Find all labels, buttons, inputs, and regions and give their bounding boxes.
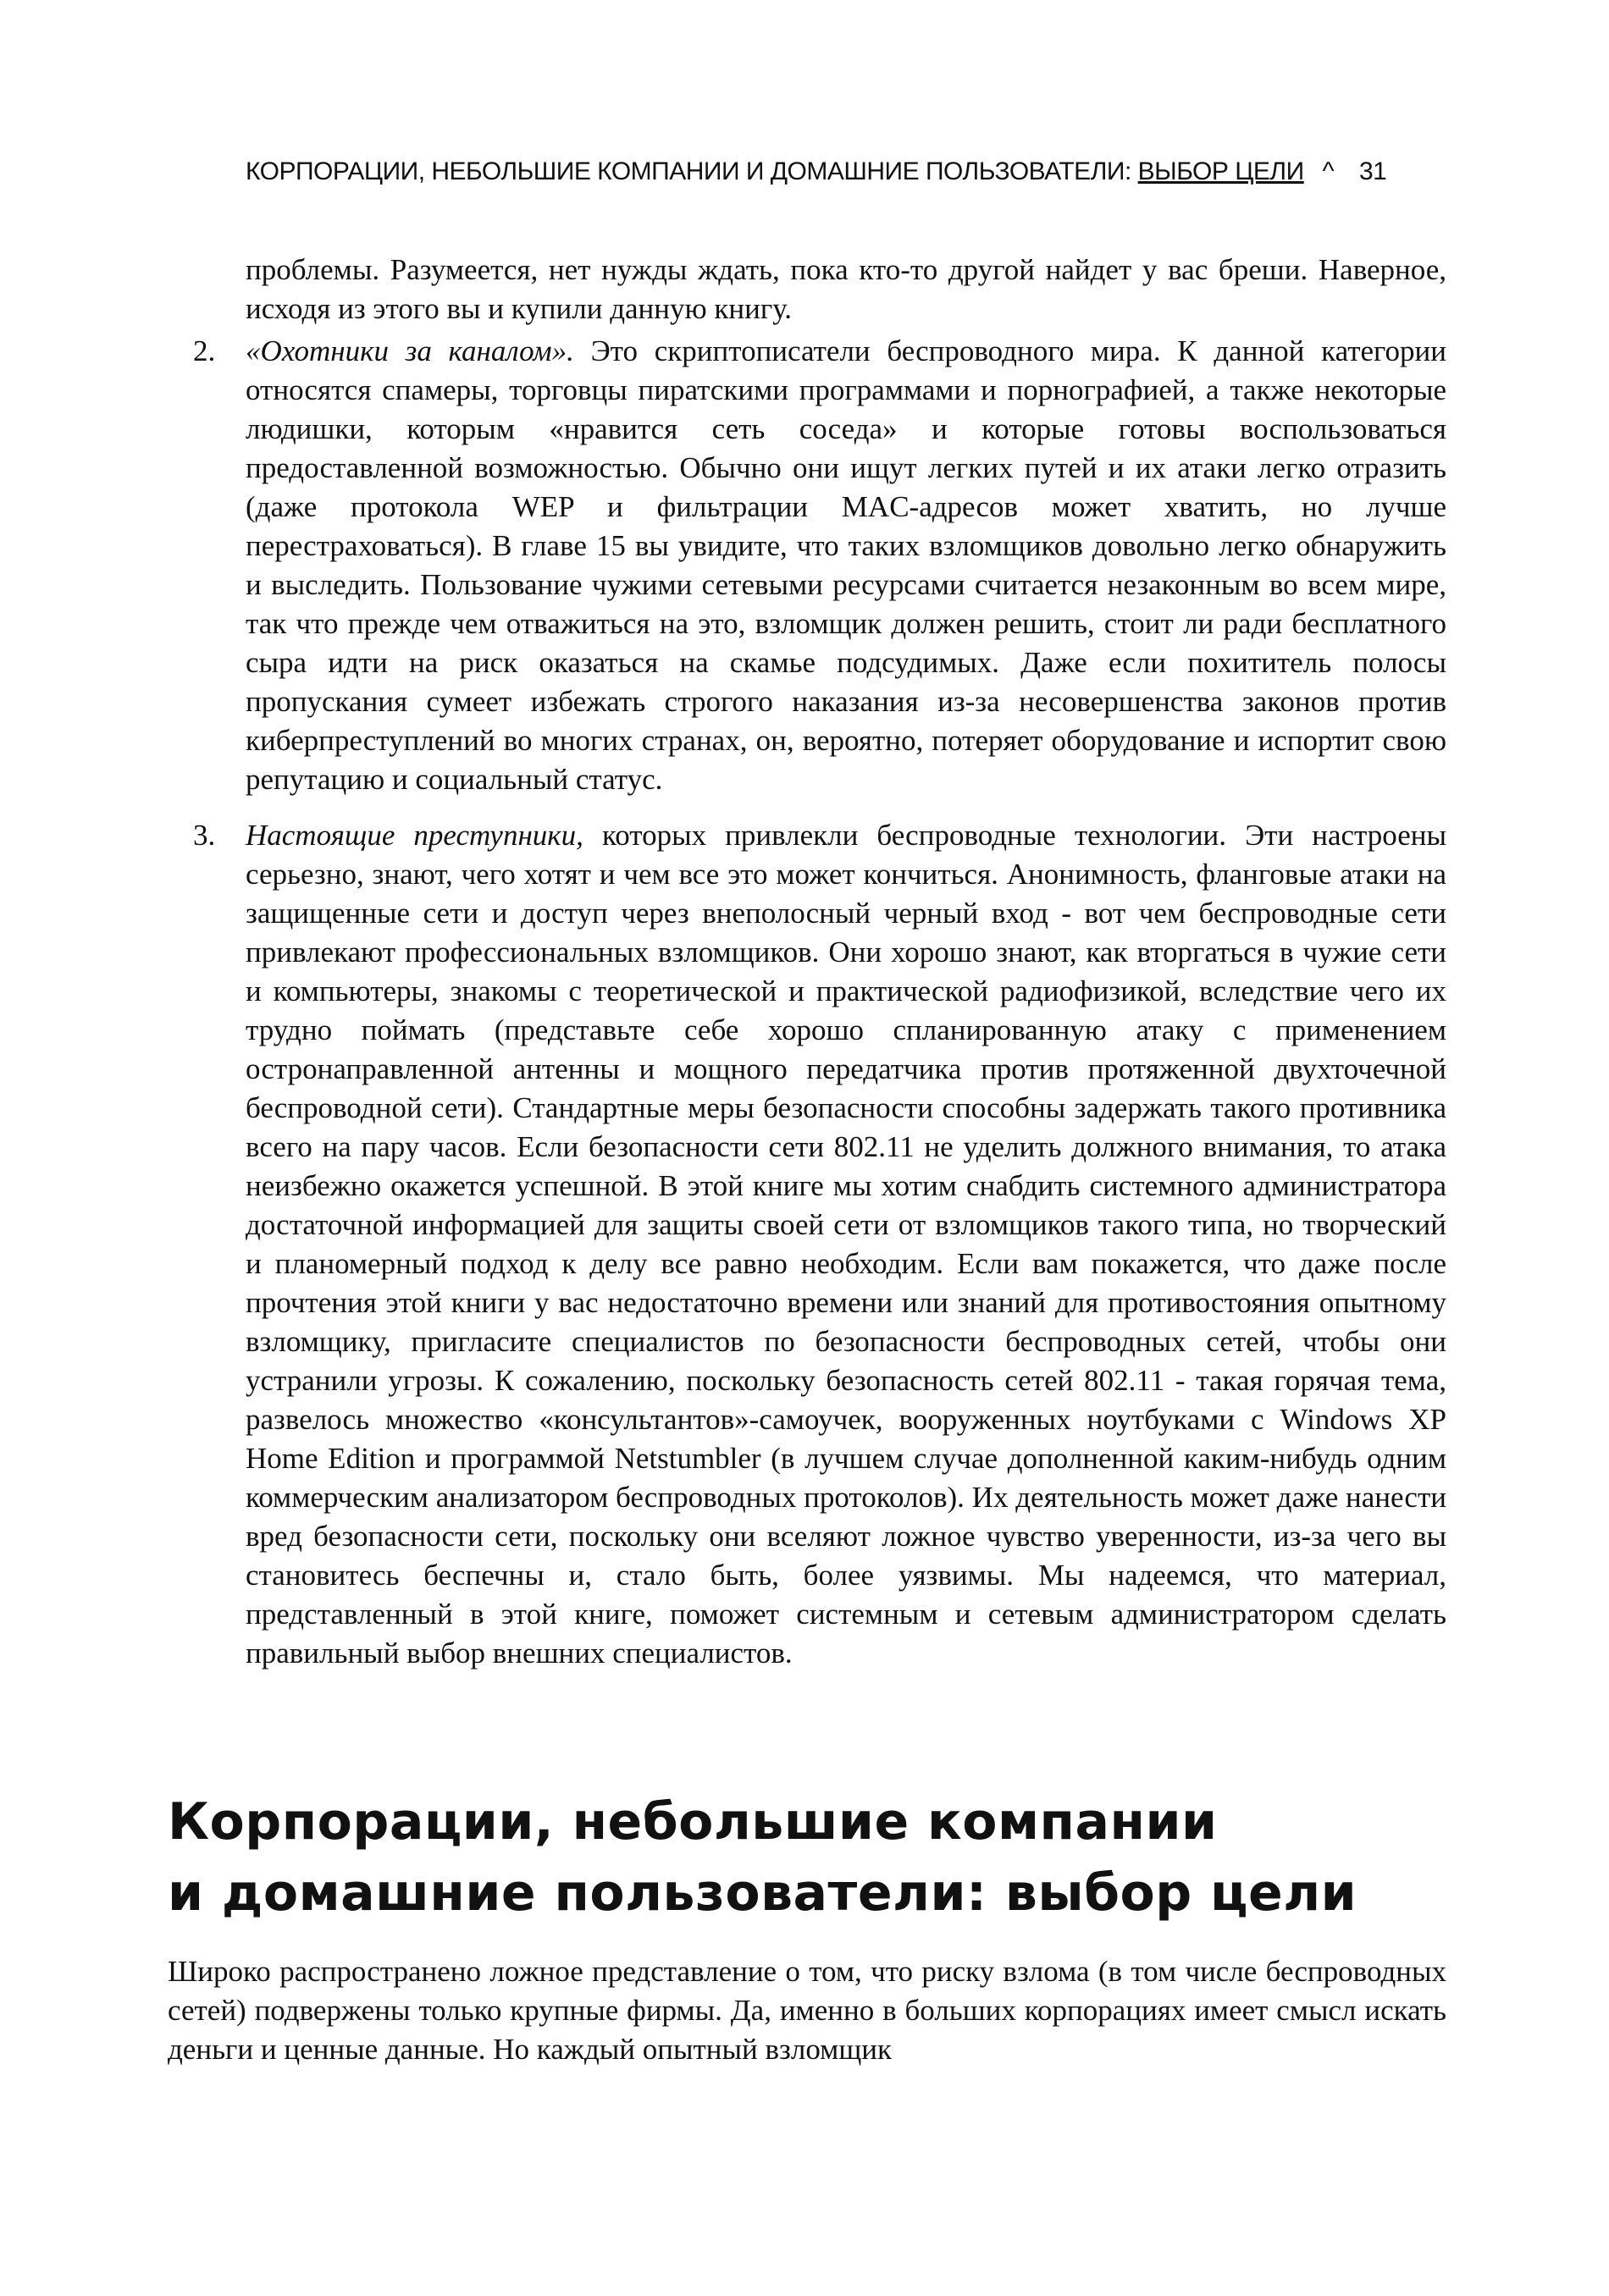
list-item-lead: «Охотники за каналом». — [246, 334, 574, 367]
header-title-underlined: ВЫБОР ЦЕЛИ — [1137, 157, 1304, 185]
header-mark: ^ — [1322, 157, 1335, 185]
list-item-text — [246, 816, 1446, 1673]
continued-paragraph: проблемы. Разумеется, нет нужды ждать, пока кто-то другой найдет у вас бреши. Наверное, исходя из этого вы и купили данную книгу. — [246, 253, 1446, 325]
list-item-body: Это скриптописатели беспроводного мира. К данной категории относятся спамеры, торговцы пиратскими программами и порнографией, а также некоторые людишки, которым «нравится сеть соседа» и которые готовы воспользоваться предоставленной возможностью. Обычно они ищут легких путей и их атаки легко отразить (даже протокола WEP и фильтрации MAC-адресов может хватить, но лучше перестраховаться). В главе 15 вы увидите, что таких взломщиков довольно легко обнаружить и выследить. Пользование чужими сетевыми ресурсами считается незаконным во всем мире, так что прежде чем отважиться на это, взломщик должен решить, стоит ли ради бесплатного сыра идти на риск оказаться на скамье подсудимых. Даже если похититель полосы пропускания сумеет избежать строгого наказания из-за несовершенства законов против киберпреступлений во многих странах, он, вероятно, потеряет оборудование и испортит свою репутацию и социальный статус. — [246, 334, 1446, 796]
section-heading — [168, 1786, 1455, 1929]
running-header — [246, 157, 1448, 186]
section-heading-line-1: Корпорации, небольшие компании — [168, 1792, 1218, 1852]
header-title: КОРПОРАЦИИ, НЕБОЛЬШИЕ КОМПАНИИ И ДОМАШНИЕ ПОЛЬЗОВАТЕЛИ: — [246, 157, 1138, 185]
section-heading-line-2: и домашние пользователи: выбор цели — [168, 1863, 1357, 1923]
list-item-body: которых привлекли беспроводные технологии. Эти настроены серьезно, знают, чего хотят и чем все это может кончиться. Анонимность, фланговые атаки на защищенные сети и доступ через внеполосный черный вход - вот чем беспроводные сети привлекают профессиональных взломщиков. Они хорошо знают, как вторгаться в чужие сети и компьютеры, знакомы с теоретической и практической радиофизикой, вследствие чего их трудно поймать (представьте себе хорошо спланированную атаку с применением остронаправленной антенны и мощного передатчика против протяженной двухточечной беспроводной сети). Стандартные меры безопасности способны задержать такого противника всего на пару часов. Если безопасности сети 802.11 не уделить должного внимания, то атака неизбежно окажется успешной. В этой книге мы хотим снабдить системного администратора достаточной информацией для защиты своей сети от взломщиков такого типа, но творческий и планомерный подход к делу все равно необходим. Если вам покажется, что даже после прочтения этой книги у вас недостаточно времени или знаний для противостояния опытному взломщику, пригласите специалистов по безопасности беспроводных сетей, чтобы они устранили угрозы. К сожалению, поскольку безопасность сетей 802.11 - такая горячая тема, развелось множество «консультантов»-самоучек, вооруженных ноутбуками с Windows XP Home Edition и программой Netstumbler (в лучшем случае дополненной каким-нибудь одним коммерческим анализатором беспроводных протоколов). Их деятельность может даже нанести вред безопасности сети, поскольку они вселяют ложное чувство уверенности, из-за чего вы становитесь беспечны и, стало быть, более уязвимы. Мы надеемся, что материал, представленный в этой книге, поможет системным и сетевым администратором сделать правильный выбор внешних специалистов. — [246, 819, 1446, 1670]
list-item — [193, 332, 1446, 799]
page-number: 31 — [1358, 157, 1387, 185]
list-item-lead: Настоящие преступники, — [246, 819, 583, 852]
list-number: 2. — [193, 334, 216, 367]
list-item-text — [246, 332, 1446, 799]
section-paragraph: Широко распространено ложное представление о том, что риску взлома (в том числе беспроводных сетей) подвержены только крупные фирмы. Да, именно в больших корпорациях имеет смысл искать деньги и ценные данные. Но каждый опытный взломщик — [168, 1955, 1446, 2066]
list-number: 3. — [193, 819, 216, 852]
list-item — [193, 816, 1446, 1673]
